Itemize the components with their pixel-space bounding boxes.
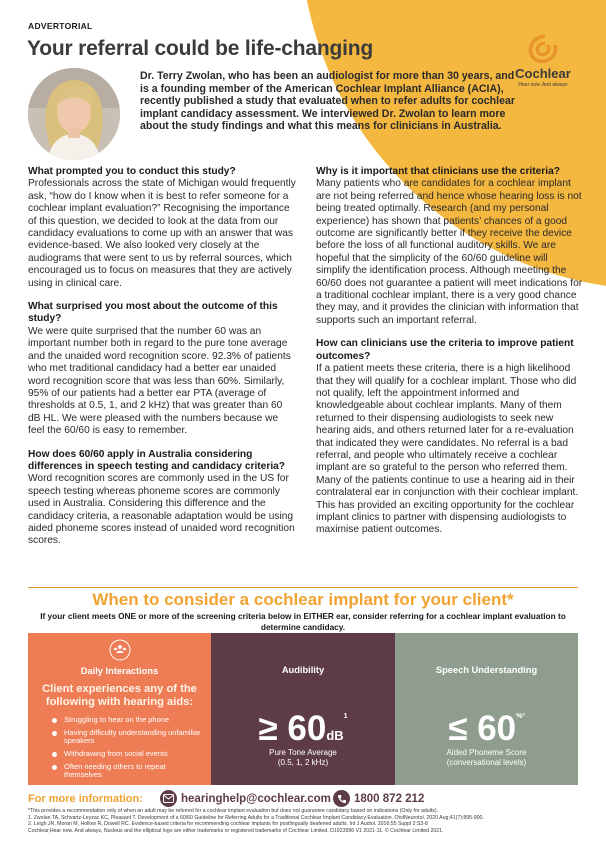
footnote: *This provides a recommendation only of when an adult may be referred for a cochlear implant evaluation but does not guarantee candidacy based on indications (Only for adults). — [28, 808, 439, 814]
logo-wordmark: Cochlear — [515, 66, 571, 81]
caption-line: (conversational levels) — [446, 757, 527, 767]
answer-paragraph: Professionals across the state of Michigan would frequently ask, “how do I know when it is best to refer someone for a cochlear implant evaluation?” Recognising the importance of this question, we decided to look at the data from our candidacy evaluations to come up with an answer that was evidence-based. We also looked very closely at the audiograms that were sent to us by referral sources, which encouraged us to focus on measures that they are actively using in clinical care. — [28, 178, 296, 289]
footnote-ref: 1 — [343, 713, 348, 720]
panel-heading: Audibility — [281, 665, 325, 675]
contact-label: For more information: — [28, 793, 143, 805]
footnote: 1. Zwolan TA, Schvartz-Leyzac KC, Pleasant T. Development of a 60/60 Guideline for Referring Adults for a Traditional Cochlear Implant Candidacy Evaluation. OtolNeurotol. 2020 Aug;41(7):895-900. — [28, 814, 484, 821]
question-heading: What prompted you to conduct this study? — [28, 166, 236, 177]
panel-heading: Daily Interactions — [80, 666, 159, 676]
caption-line: Aided Phoneme Score — [446, 748, 527, 757]
page-title: Your referral could be life-changing — [27, 37, 373, 60]
criteria-title: When to consider a cochlear implant for your client* — [92, 590, 514, 609]
greater-equal-symbol: ≥ — [258, 709, 278, 748]
email-contact[interactable] — [160, 790, 331, 807]
panel-heading: Speech Understanding — [435, 665, 538, 675]
logo-tagline: Hear now. And always — [518, 82, 568, 88]
panel-caption — [395, 748, 578, 767]
answer-paragraph: If a patient meets these criteria, there is a high likelihood that they will qualify for a cochlear implant. Those who did not qualify, left the appointment informed and knowledgeable about cochlear implants. Many of them returned to their dispensing audiologists to seek new hearing aids, and others returned later for a re-evaluation that indicated they were candidates. No referral is a bad referral, and people who ultimately receive a cochlear implant are so grateful to the person who referred them. Many of the patients continue to use a hearing aid in their contralateral ear in conjunction with their cochlear implant. This has provided an exciting opportunity for the cochlear implant clinics to partner with dispensing audiologists to maximise patient outcomes. — [316, 363, 579, 536]
less-equal-symbol: ≤ — [448, 709, 468, 748]
email-icon — [160, 790, 177, 807]
threshold-value: 60 — [477, 709, 517, 748]
email-link[interactable]: hearinghelp@cochlear.com — [181, 792, 331, 805]
speech-threshold — [395, 697, 578, 749]
question-heading: How does 60/60 apply in Australia considering differences in speech testing and candidacy criteria? — [28, 448, 286, 472]
answer-paragraph: Many patients who are candidates for a cochlear implant are not being referred and hence whose hearing loss is not being treated optimally. Research (and my personal experience) has shown that patients’ chances of a good outcome are significantly better if they receive the device before the loss of all functional auditory skills. We are hopeful that the simplicity of the 60/60 guideline will simplify the identification process. Although meeting the 60/60 does not guarantee a patient will meet indications for a traditional cochlear implant, there is a very good chance they may, and it provides the clinician with information that supports such an important referral. — [316, 178, 583, 326]
panel-speech-understanding — [395, 633, 578, 785]
answer-paragraph: Word recognition scores are commonly used in the US for speech testing whereas phoneme scores are commonly used in Australia. Considering this difference and the candidacy criteria, a reasonable adaptation would be using aided phoneme scores instead of unaided word recognition scores. — [28, 473, 295, 547]
cochlear-mark-icon — [526, 33, 560, 65]
panel-lead-text: Client experiences any of the following with hearing aids: — [42, 683, 197, 708]
panel-caption — [211, 748, 395, 767]
intro-paragraph: Dr. Terry Zwolan, who has been an audiologist for more than 30 years, and is a founding member of the American Cochlear Implant Alliance (ACIA), recently published a study that evaluated when to refer adults for cochlear implant candidacy assessment. We interviewed Dr. Zwolan to learn more about the study findings and what this means for clinicians in Australia. — [140, 70, 515, 133]
threshold-value: 60 — [287, 709, 327, 748]
section-divider — [28, 587, 578, 588]
cochlear-logo — [503, 33, 583, 93]
question-heading: What surprised you most about the outcome of this study? — [28, 301, 278, 325]
right-column — [316, 166, 584, 548]
people-group-icon — [109, 639, 131, 661]
panel-daily-interactions — [28, 633, 211, 785]
symptom-list — [52, 716, 202, 784]
question-heading: How can clinicians use the criteria to improve patient outcomes? — [316, 338, 574, 362]
threshold-unit: dB — [326, 728, 344, 743]
caption-line: (0.5, 1, 2 kHz) — [277, 757, 329, 767]
list-item: Often needing others to repeat themselves — [52, 763, 202, 779]
criteria-subtitle: If your client meets ONE or more of the screening criteria below in EITHER ear, consider referring for a cochlear implant evaluation to determine candidacy. — [40, 611, 566, 632]
footnote: 2. Leigh JR, Moran M, Hollow R, Dowell RC. Evidence-based criteria for recommending cochlear implants for postlingually deafened adults. Int J Audiol. 2016;55 Suppl 2:S3-8 — [28, 821, 428, 827]
phone-contact[interactable] — [333, 790, 424, 807]
caption-line: Pure Tone Average — [269, 748, 337, 757]
left-column — [28, 166, 296, 559]
list-item: Having difficulty understanding unfamiliar speakers — [52, 729, 202, 745]
advertorial-label: ADVERTORIAL — [28, 21, 93, 31]
criteria-panels — [28, 633, 578, 785]
panel-audibility — [211, 633, 395, 785]
list-item: Struggling to hear on the phone — [52, 716, 202, 724]
phone-icon — [333, 790, 350, 807]
answer-paragraph: We were quite surprised that the number 60 was an important number both in regard to the pure tone average and the unaided word recognition score. 92.3% of patients who met traditional candidacy had a better ear unaided word recognition score that was less than 60%. Similarly, 95% of our patients had a better ear PTA (average of thresholds at 0.5, 1, and 2 kHz) that was greater than 60 dB HL. We were pleased with the numbers because we feel the 60/60 is easy to remember. — [28, 325, 291, 437]
footnote-ref: %² — [516, 713, 525, 720]
portrait-photo — [28, 68, 120, 160]
list-item: Withdrawing from social events — [52, 750, 202, 758]
phone-number[interactable]: 1800 872 212 — [354, 792, 425, 805]
footnotes — [28, 808, 588, 834]
question-heading: Why is it important that clinicians use the criteria? — [316, 166, 560, 177]
footnote: Cochlear,Hear now. And always, Nucleus and the elliptical logo are either trademarks or registered trademarks of Cochlear Limited. D1923996 V1 2021-11. © Cochlear Limited 2021. — [28, 827, 444, 834]
